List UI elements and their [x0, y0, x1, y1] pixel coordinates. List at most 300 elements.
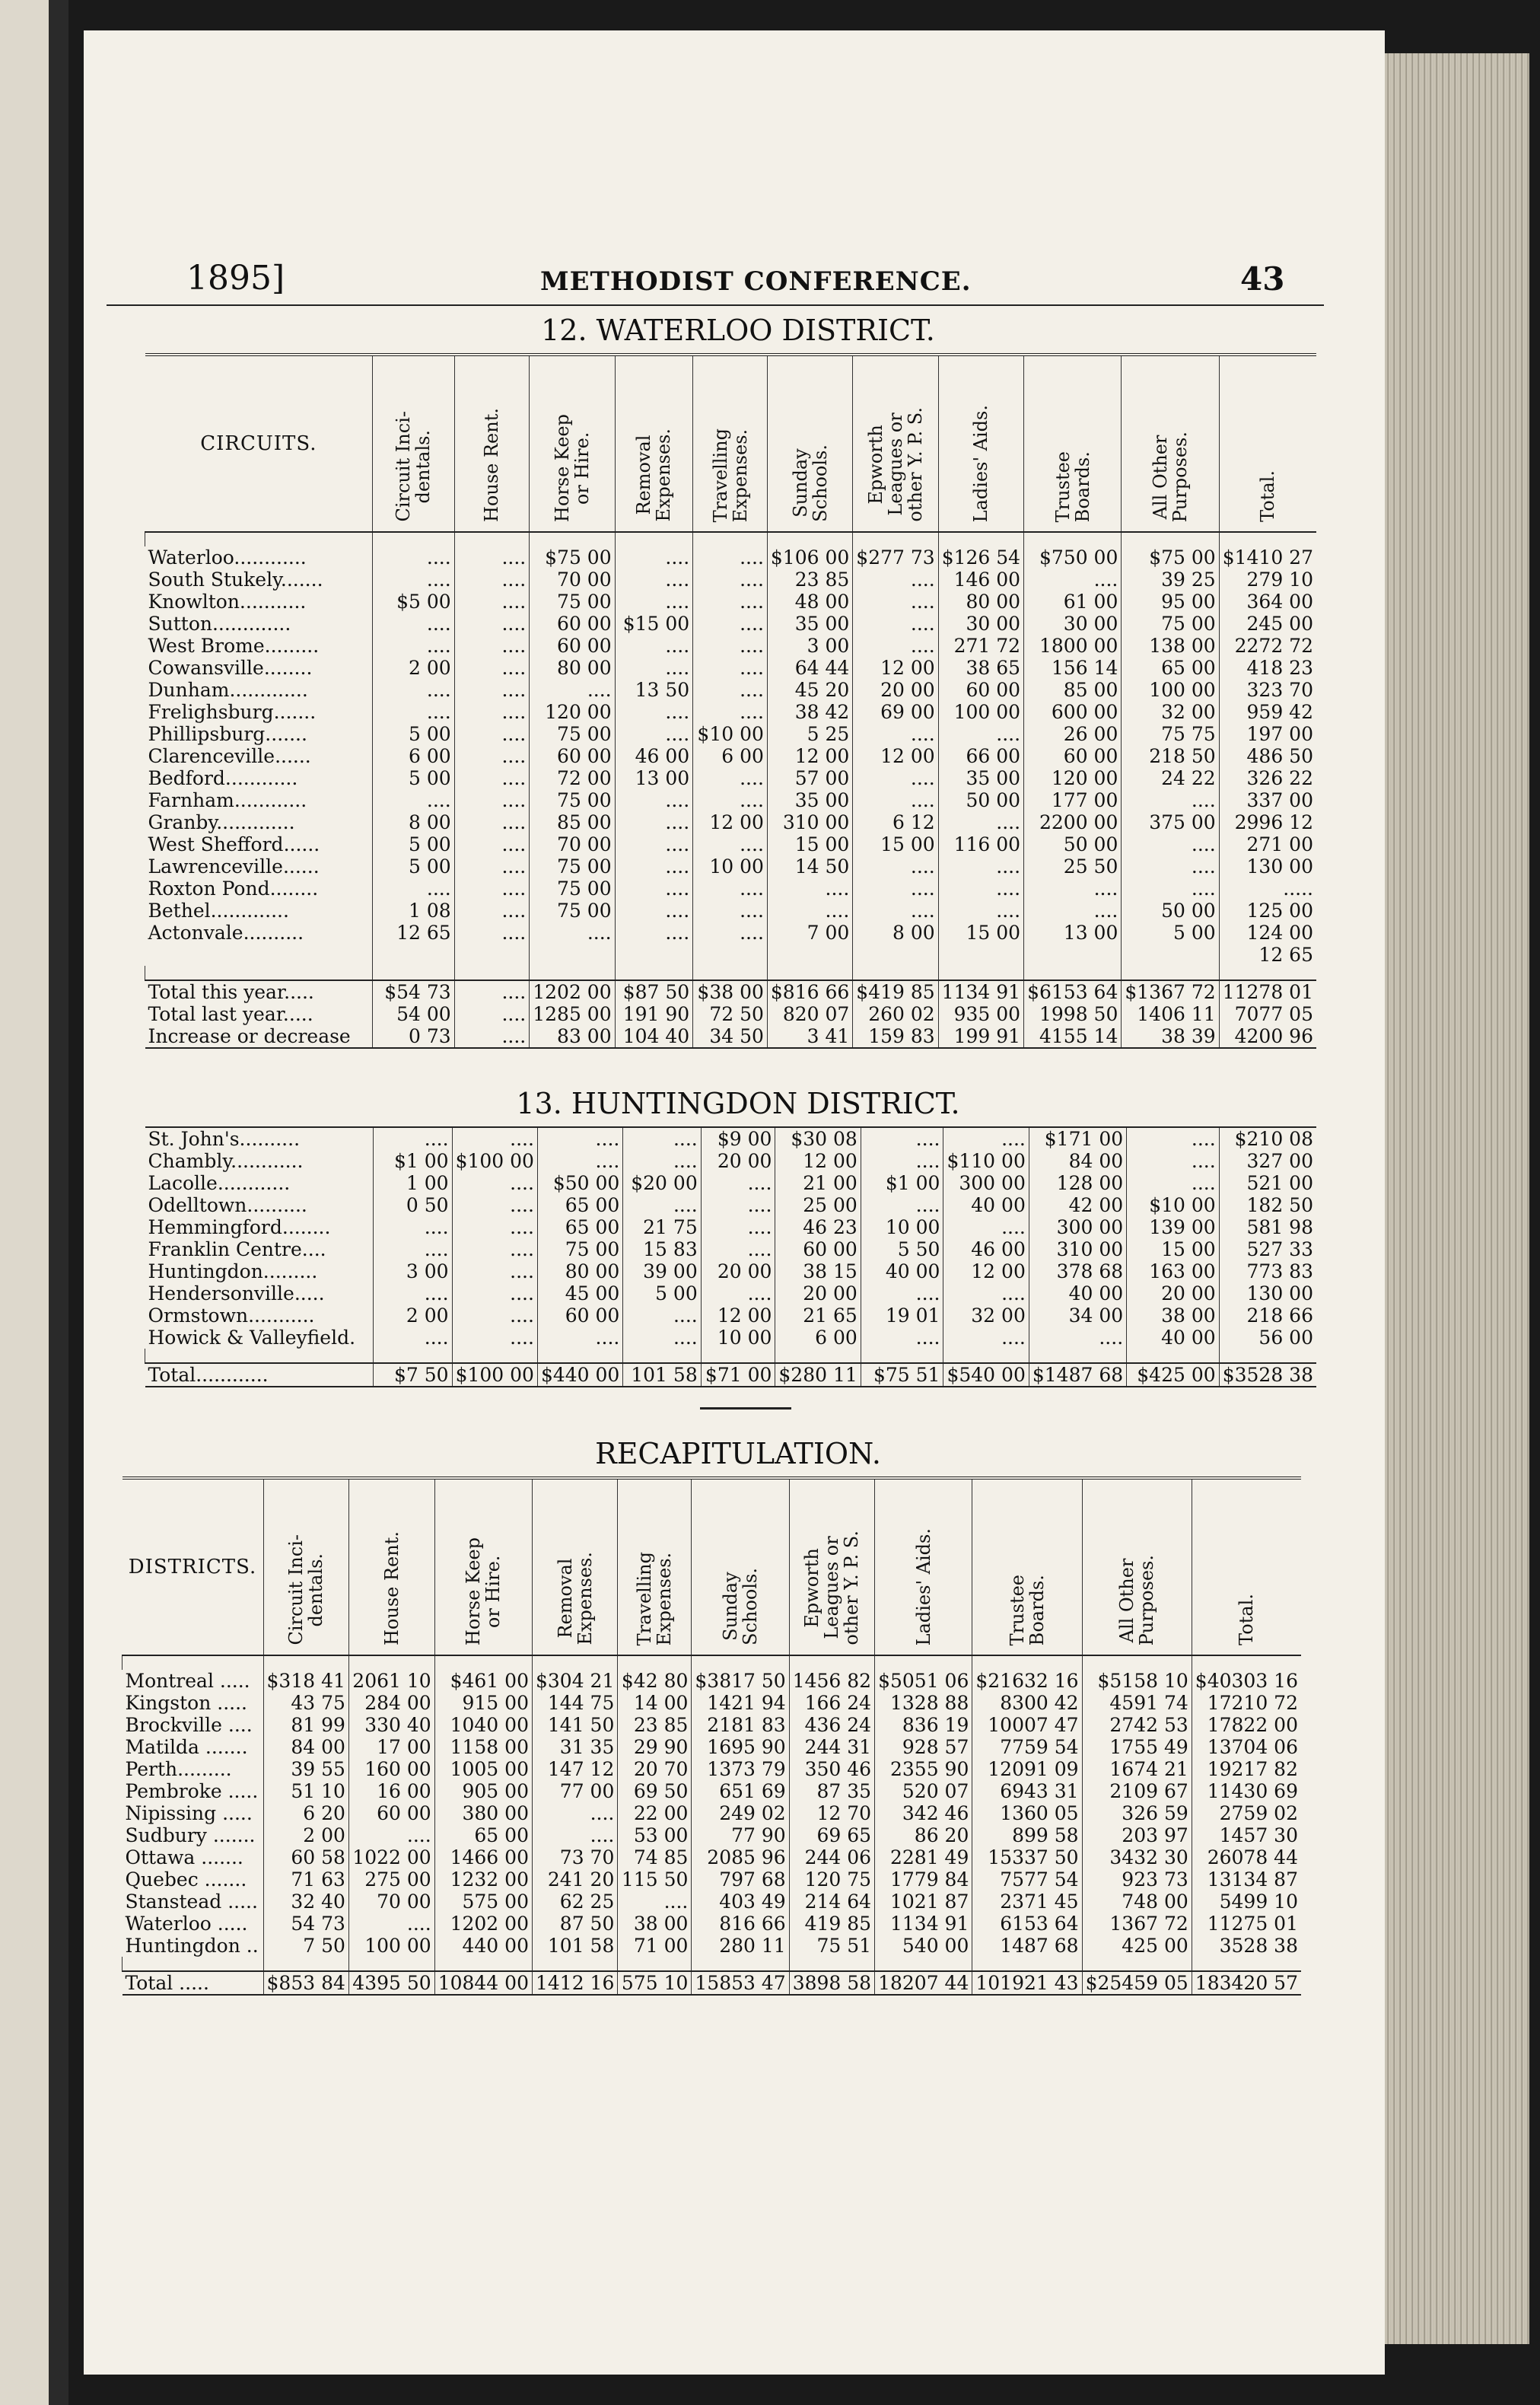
cell-value: ....	[454, 811, 530, 833]
cell-value: 10 00	[701, 1327, 775, 1349]
cell-value: ....	[373, 1238, 452, 1260]
spacer-cell	[853, 966, 938, 980]
cell-value: 935 00	[938, 1003, 1023, 1025]
cell-value: $1487 68	[1029, 1363, 1126, 1387]
recap-column-header-label: Ladies' Aids.	[912, 1527, 934, 1645]
cell-value: ....	[454, 679, 530, 701]
cell-value: 10 00	[861, 1216, 943, 1238]
recap-district-row	[123, 1714, 1302, 1736]
spacer-cell	[1219, 1349, 1316, 1363]
cell-value: 310 00	[767, 811, 852, 833]
cell-value	[767, 944, 852, 966]
row-label: Total last year.....	[148, 1003, 313, 1025]
waterloo-column-header-label: Horse Keep or Hire.	[551, 413, 593, 522]
cell-value: 34 00	[1029, 1304, 1126, 1327]
cell-value: $100 00	[452, 1363, 537, 1387]
cell-value: 75 00	[530, 855, 615, 878]
cell-value: 3898 58	[789, 1971, 874, 1995]
cell-value: 773 83	[1219, 1260, 1316, 1282]
cell-value: 141 50	[532, 1714, 617, 1736]
cell-value: 19 01	[861, 1304, 943, 1327]
recap-column-header	[618, 1478, 692, 1655]
recap-column-header-label: Epworth Leagues or other Y. P. S.	[801, 1531, 863, 1645]
spacer-cell	[789, 1655, 874, 1670]
cell-value: $5051 06	[875, 1670, 972, 1692]
spacer-cell	[943, 1349, 1029, 1363]
spacer-cell	[537, 1349, 622, 1363]
cell-value: ....	[938, 878, 1023, 900]
cell-value: ....	[373, 1216, 452, 1238]
cell-value: 115 50	[618, 1868, 692, 1891]
cell-value: 56 00	[1219, 1327, 1316, 1349]
cell-value: ....	[623, 1127, 701, 1150]
cell-value: ....	[853, 723, 938, 745]
spacer-cell	[348, 1655, 434, 1670]
recap-district-row	[123, 1891, 1302, 1913]
cell-value: 21 65	[775, 1304, 861, 1327]
cell-value: 16 00	[348, 1780, 434, 1802]
cell-value: 6 20	[263, 1802, 348, 1824]
cell-value	[853, 944, 938, 966]
cell-value: 2355 90	[875, 1758, 972, 1780]
waterloo-column-header-label: All Other Purposes.	[1150, 431, 1192, 522]
cell-value: 46 00	[943, 1238, 1029, 1260]
row-label: Sutton.............	[148, 613, 291, 635]
cell-value: ....	[454, 767, 530, 789]
cell-value: 375 00	[1122, 811, 1219, 833]
cell-value: ....	[454, 569, 530, 591]
cell-value: $304 21	[532, 1670, 617, 1692]
cell-value: $210 08	[1219, 1127, 1316, 1150]
cell-value: 100 00	[938, 701, 1023, 723]
cell-value: 12 00	[775, 1150, 861, 1172]
cell-value: 60 00	[537, 1304, 622, 1327]
waterloo-circuit-row	[145, 944, 1317, 966]
row-label: South Stukely.......	[148, 569, 323, 591]
spacer-cell	[615, 532, 693, 546]
cell-value: 820 07	[767, 1003, 852, 1025]
cell-value: 71 63	[263, 1868, 348, 1891]
row-label: Chambly............	[148, 1150, 304, 1172]
waterloo-circuit-row	[145, 635, 1317, 657]
cell-value: 84 00	[263, 1736, 348, 1758]
cell-value: 5 00	[623, 1282, 701, 1304]
cell-value: ....	[454, 701, 530, 723]
cell-value: ....	[530, 679, 615, 701]
cell-value: ....	[1122, 855, 1219, 878]
section-divider-rule	[700, 1407, 791, 1410]
cell-value: 26078 44	[1192, 1846, 1301, 1868]
cell-value: 959 42	[1219, 701, 1316, 723]
cell-value: 144 75	[532, 1692, 617, 1714]
waterloo-circuit-row	[145, 546, 1317, 569]
cell-value: 104 40	[615, 1025, 693, 1048]
cell-value: 350 46	[789, 1758, 874, 1780]
cell-value: 12 00	[853, 745, 938, 767]
cell-value: ....	[938, 723, 1023, 745]
cell-value: 85 00	[530, 811, 615, 833]
cell-value: 69 65	[789, 1824, 874, 1846]
waterloo-circuit-row	[145, 613, 1317, 635]
cell-value: ....	[373, 546, 454, 569]
row-label: Ormstown...........	[148, 1304, 315, 1327]
cell-value: ....	[454, 980, 530, 1003]
cell-value: 436 24	[789, 1714, 874, 1736]
cell-value: ....	[454, 546, 530, 569]
waterloo-circuit-row	[145, 701, 1317, 723]
cell-value: ....	[373, 679, 454, 701]
cell-value: ....	[615, 833, 693, 855]
cell-value: 6 00	[693, 745, 768, 767]
cell-value: 139 00	[1127, 1216, 1220, 1238]
cell-value: $75 00	[530, 546, 615, 569]
cell-value: 380 00	[434, 1802, 532, 1824]
spacer-cell	[938, 532, 1023, 546]
cell-value: ....	[452, 1327, 537, 1349]
waterloo-district-title: 12. WATERLOO DISTRICT.	[541, 314, 935, 347]
cell-value: 342 46	[875, 1802, 972, 1824]
recap-column-header-label: Sunday Schools.	[720, 1568, 762, 1645]
cell-value: 138 00	[1122, 635, 1219, 657]
cell-value: ....	[452, 1194, 537, 1216]
cell-value: 46 23	[775, 1216, 861, 1238]
waterloo-circuit-row	[145, 723, 1317, 745]
spacer-cell	[1029, 1349, 1126, 1363]
cell-value: 128 00	[1029, 1172, 1126, 1194]
cell-value: $750 00	[1024, 546, 1122, 569]
cell-value: 1421 94	[692, 1692, 789, 1714]
cell-value: 75 00	[530, 591, 615, 613]
cell-value: 85 00	[1024, 679, 1122, 701]
cell-value: 2200 00	[1024, 811, 1122, 833]
cell-value: 101921 43	[972, 1971, 1082, 1995]
cell-value: 2109 67	[1082, 1780, 1192, 1802]
cell-value: 20 00	[1127, 1282, 1220, 1304]
cell-value: ....	[615, 855, 693, 878]
cell-value: 1 08	[373, 900, 454, 922]
waterloo-column-header-label: Trustee Boards.	[1052, 451, 1093, 522]
row-label: Montreal .....	[125, 1670, 250, 1692]
cell-value: 12 65	[1219, 944, 1316, 966]
row-label: Cowansville........	[148, 657, 313, 679]
cell-value: 15 00	[767, 833, 852, 855]
row-label: Lawrenceville......	[148, 855, 320, 878]
cell-value: 40 00	[943, 1194, 1029, 1216]
cell-value: ....	[454, 922, 530, 944]
cell-value: 8300 42	[972, 1692, 1082, 1714]
cell-value: 527 33	[1219, 1238, 1316, 1260]
cell-value: 60 00	[530, 613, 615, 635]
cell-value: $50 00	[537, 1172, 622, 1194]
cell-value: 159 83	[853, 1025, 938, 1048]
cell-value: 2061 10	[348, 1670, 434, 1692]
cell-value	[1024, 944, 1122, 966]
cell-value: 182 50	[1219, 1194, 1316, 1216]
cell-value: 75 51	[789, 1935, 874, 1957]
cell-value: 1367 72	[1082, 1913, 1192, 1935]
cell-value: ....	[618, 1891, 692, 1913]
cell-value: 24 22	[1122, 767, 1219, 789]
cell-value: 3528 38	[1192, 1935, 1301, 1957]
cell-value: 244 06	[789, 1846, 874, 1868]
cell-value: 40 00	[1127, 1327, 1220, 1349]
cell-value: $318 41	[263, 1670, 348, 1692]
recap-column-header	[1082, 1478, 1192, 1655]
cell-value: 2996 12	[1219, 811, 1316, 833]
waterloo-circuit-row	[145, 855, 1317, 878]
cell-value: 1 00	[373, 1172, 452, 1194]
cell-value: 20 00	[775, 1282, 861, 1304]
cell-value: ....	[693, 900, 768, 922]
cell-value: ....	[861, 1282, 943, 1304]
cell-value: 575 00	[434, 1891, 532, 1913]
cell-value: ....	[348, 1824, 434, 1846]
cell-value: 214 64	[789, 1891, 874, 1913]
cell-value: 5 00	[373, 855, 454, 878]
row-label: Sudbury .......	[125, 1824, 256, 1846]
cell-value: ....	[693, 591, 768, 613]
recap-district-row	[123, 1692, 1302, 1714]
cell-value: ....	[693, 767, 768, 789]
cell-value: ....	[853, 635, 938, 657]
waterloo-column-header	[615, 355, 693, 532]
cell-value: 364 00	[1219, 591, 1316, 613]
spacer-cell	[1219, 532, 1316, 546]
cell-value: 35 00	[938, 767, 1023, 789]
cell-value: ....	[532, 1824, 617, 1846]
cell-value: ....	[701, 1172, 775, 1194]
waterloo-circuit-row	[145, 591, 1317, 613]
spacer-row	[123, 1957, 1302, 1971]
cell-value: 218 50	[1122, 745, 1219, 767]
huntingdon-circuit-row	[145, 1304, 1317, 1327]
cell-value: 75 75	[1122, 723, 1219, 745]
cell-value: ....	[693, 701, 768, 723]
cell-value: ....	[861, 1327, 943, 1349]
cell-value: 13 00	[1024, 922, 1122, 944]
spacer-cell	[1127, 1349, 1220, 1363]
cell-value: 241 20	[532, 1868, 617, 1891]
cell-value: 4395 50	[348, 1971, 434, 1995]
cell-value: 57 00	[767, 767, 852, 789]
cell-value: 74 85	[618, 1846, 692, 1868]
spacer-cell	[693, 532, 768, 546]
cell-value: $1 00	[373, 1150, 452, 1172]
waterloo-circuit-row	[145, 679, 1317, 701]
cell-value: 486 50	[1219, 745, 1316, 767]
row-label: Total this year.....	[145, 980, 373, 1003]
recap-column-header	[263, 1478, 348, 1655]
cell-value: 183420 57	[1192, 1971, 1301, 1995]
cell-value: 0 50	[373, 1194, 452, 1216]
cell-value: ....	[373, 569, 454, 591]
row-label: Dunham.............	[148, 679, 308, 701]
cell-value: 10007 47	[972, 1714, 1082, 1736]
recap-column-header-label: Trustee Boards.	[1006, 1574, 1048, 1645]
recap-column-header-label: All Other Purposes.	[1116, 1554, 1158, 1645]
cell-value: 300 00	[943, 1172, 1029, 1194]
cell-value: 40 00	[861, 1260, 943, 1282]
cell-value: 12 70	[789, 1802, 874, 1824]
cell-value: 70 00	[530, 569, 615, 591]
recap-district-row	[123, 1758, 1302, 1780]
cell-value: 244 31	[789, 1736, 874, 1758]
cell-value: ....	[853, 767, 938, 789]
cell-value: 75 00	[530, 723, 615, 745]
cell-value: ....	[701, 1216, 775, 1238]
cell-value: 2085 96	[692, 1846, 789, 1868]
waterloo-column-header-label: Total.	[1257, 470, 1279, 522]
cell-value: 8 00	[373, 811, 454, 833]
cell-value: ....	[537, 1127, 622, 1150]
cell-value: 38 15	[775, 1260, 861, 1282]
cell-value: 81 99	[263, 1714, 348, 1736]
cell-value: ....	[615, 701, 693, 723]
huntingdon-circuit-row	[145, 1150, 1317, 1172]
cell-value: 1674 21	[1082, 1758, 1192, 1780]
cell-value: 1328 88	[875, 1692, 972, 1714]
cell-value: 71 00	[618, 1935, 692, 1957]
cell-value: ....	[452, 1238, 537, 1260]
recap-district-row	[123, 1868, 1302, 1891]
cell-value: 300 00	[1029, 1216, 1126, 1238]
cell-value: 77 90	[692, 1824, 789, 1846]
cell-value: 748 00	[1082, 1891, 1192, 1913]
spacer-cell	[434, 1957, 532, 1971]
waterloo-circuit-row	[145, 811, 1317, 833]
cell-value: 48 00	[767, 591, 852, 613]
recap-column-header-label: House Rent.	[380, 1531, 402, 1645]
cell-value: 1466 00	[434, 1846, 532, 1868]
cell-value: $540 00	[943, 1363, 1029, 1387]
cell-value: 6 00	[775, 1327, 861, 1349]
recap-district-row	[123, 1736, 1302, 1758]
row-label: Farnham............	[148, 789, 307, 811]
cell-value: 70 00	[348, 1891, 434, 1913]
cell-value: 651 69	[692, 1780, 789, 1802]
cell-value: $25459 05	[1082, 1971, 1192, 1995]
cell-value: ....	[1024, 900, 1122, 922]
cell-value: 15 00	[938, 922, 1023, 944]
row-label: Total............	[145, 1363, 374, 1387]
cell-value: ....	[693, 613, 768, 635]
recap-district-row	[123, 1846, 1302, 1868]
header-title: METHODIST CONFERENCE.	[540, 266, 972, 297]
cell-value: ....	[853, 789, 938, 811]
cell-value: 6943 31	[972, 1780, 1082, 1802]
cell-value: 275 00	[348, 1868, 434, 1891]
waterloo-column-header	[767, 355, 852, 532]
cell-value: ....	[615, 569, 693, 591]
row-label: Brockville ....	[125, 1714, 253, 1736]
waterloo-column-header	[1122, 355, 1219, 532]
waterloo-circuit-row	[145, 922, 1317, 944]
cell-value: 60 00	[348, 1802, 434, 1824]
cell-value: 2 00	[263, 1824, 348, 1846]
cell-value: ....	[701, 1194, 775, 1216]
cell-value: 418 23	[1219, 657, 1316, 679]
cell-value: $425 00	[1127, 1363, 1220, 1387]
huntingdon-circuit-row	[145, 1260, 1317, 1282]
cell-value: 905 00	[434, 1780, 532, 1802]
spacer-cell	[938, 966, 1023, 980]
row-label: Huntingdon.........	[148, 1260, 318, 1282]
cell-value: $106 00	[767, 546, 852, 569]
cell-value: 35 00	[767, 613, 852, 635]
header-year: 1895]	[186, 259, 285, 298]
cell-value: $1367 72	[1122, 980, 1219, 1003]
spacer-cell	[145, 532, 373, 546]
spacer-row	[145, 1349, 1317, 1363]
cell-value: 120 00	[1024, 767, 1122, 789]
waterloo-circuit-row	[145, 767, 1317, 789]
cell-value: 146 00	[938, 569, 1023, 591]
cell-value: 797 68	[692, 1868, 789, 1891]
cell-value: 160 00	[348, 1758, 434, 1780]
cell-value: 915 00	[434, 1692, 532, 1714]
cell-value: $38 00	[693, 980, 768, 1003]
cell-value: ....	[454, 745, 530, 767]
cell-value: $853 84	[263, 1971, 348, 1995]
cell-value: ....	[615, 922, 693, 944]
cell-value: 836 19	[875, 1714, 972, 1736]
cell-value: 15 00	[853, 833, 938, 855]
cell-value: 1285 00	[530, 1003, 615, 1025]
cell-value: 43 75	[263, 1692, 348, 1714]
cell-value: 50 00	[938, 789, 1023, 811]
cell-value: 18207 44	[875, 1971, 972, 1995]
waterloo-first-column-header: CIRCUITS.	[145, 355, 373, 532]
recap-column-header-label: Circuit Inci- dentals.	[285, 1534, 327, 1645]
cell-value: 249 02	[692, 1802, 789, 1824]
row-label: St. John's..........	[148, 1128, 301, 1150]
cell-value: 1406 11	[1122, 1003, 1219, 1025]
cell-value: 923 73	[1082, 1868, 1192, 1891]
spacer-cell	[789, 1957, 874, 1971]
spacer-cell	[875, 1957, 972, 1971]
cell-value: 419 85	[789, 1913, 874, 1935]
cell-value: 50 00	[1122, 900, 1219, 922]
cell-value: 218 66	[1219, 1304, 1316, 1327]
waterloo-column-header	[1024, 355, 1122, 532]
cell-value: ....	[537, 1327, 622, 1349]
cell-value: 84 00	[1029, 1150, 1126, 1172]
recap-district-row	[123, 1824, 1302, 1846]
cell-value: 1373 79	[692, 1758, 789, 1780]
huntingdon-circuit-row	[145, 1172, 1317, 1194]
cell-value: ....	[693, 679, 768, 701]
cell-value: 440 00	[434, 1935, 532, 1957]
cell-value: 326 59	[1082, 1802, 1192, 1824]
cell-value: 1457 30	[1192, 1824, 1301, 1846]
cell-value: 45 20	[767, 679, 852, 701]
cell-value: 1202 00	[434, 1913, 532, 1935]
cell-value: 2 00	[373, 657, 454, 679]
cell-value: ....	[938, 855, 1023, 878]
cell-value: 23 85	[618, 1714, 692, 1736]
cell-value: $816 66	[767, 980, 852, 1003]
waterloo-circuit-row	[145, 569, 1317, 591]
cell-value: 1360 05	[972, 1802, 1082, 1824]
recap-district-row	[123, 1780, 1302, 1802]
cell-value: 310 00	[1029, 1238, 1126, 1260]
recap-column-header-label: Total.	[1236, 1594, 1258, 1645]
cell-value: 70 00	[530, 833, 615, 855]
cell-value: ....	[693, 878, 768, 900]
waterloo-column-header	[693, 355, 768, 532]
cell-value: 75 00	[1122, 613, 1219, 635]
cell-value: 245 00	[1219, 613, 1316, 635]
